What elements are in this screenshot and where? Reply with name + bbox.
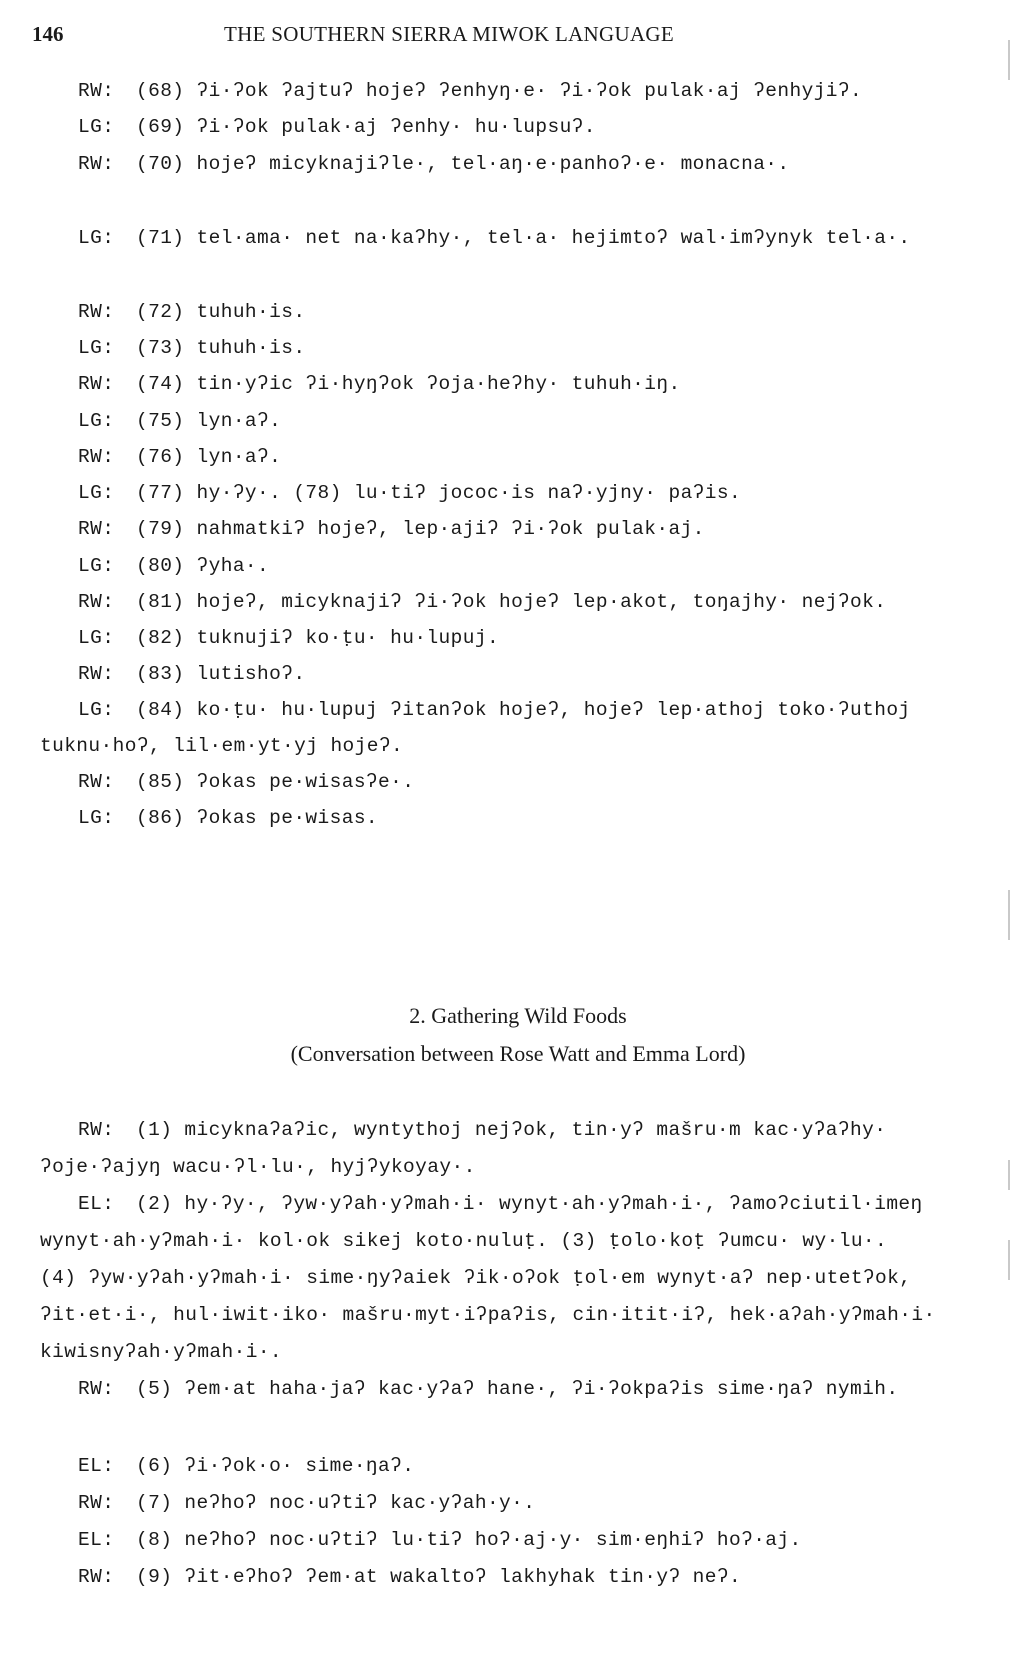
utterance-text: (79) nahmatkiʔ hojeʔ, lep·ajiʔ ʔi·ʔok pulak·aj. bbox=[136, 518, 705, 540]
utterance-line bbox=[78, 1119, 886, 1141]
utterance-line bbox=[78, 771, 414, 793]
speaker-label: LG: bbox=[78, 227, 115, 249]
utterance-line bbox=[78, 1378, 898, 1400]
utterance-text: (69) ʔi·ʔok pulak·aj ʔenhy· hu·lupsuʔ. bbox=[136, 116, 596, 138]
utterance-text: (5) ʔem·at haha·jaʔ kac·yʔaʔ hane·, ʔi·ʔokpaʔis sime·ŋaʔ nymih. bbox=[136, 1378, 899, 1400]
speaker-label: LG: bbox=[78, 807, 115, 829]
utterance-line bbox=[78, 663, 305, 685]
speaker-label: LG: bbox=[78, 410, 115, 432]
utterance-line bbox=[78, 373, 681, 395]
speaker-label: RW: bbox=[78, 1119, 115, 1141]
utterance-text: (73) tuhuh·is. bbox=[136, 337, 306, 359]
utterance-line bbox=[78, 80, 862, 102]
utterance-line bbox=[78, 627, 499, 649]
utterance-text: (83) lutishoʔ. bbox=[136, 663, 306, 685]
utterance-text: (77) hy·ʔy·. (78) lu·tiʔ jococ·is naʔ·yjny· paʔis. bbox=[136, 482, 742, 504]
utterance-text: (81) hojeʔ, micyknajiʔ ʔi·ʔok hojeʔ lep·akot, toŋajhy· nejʔok. bbox=[136, 591, 887, 613]
utterance-line bbox=[78, 1455, 414, 1477]
speaker-label: RW: bbox=[78, 153, 115, 175]
utterance-line bbox=[78, 1492, 535, 1514]
speaker-label: RW: bbox=[78, 771, 115, 793]
utterance-continuation bbox=[40, 1341, 282, 1363]
utterance-continuation bbox=[40, 1230, 887, 1252]
utterance-text: (72) tuhuh·is. bbox=[136, 301, 306, 323]
utterance-line bbox=[78, 410, 281, 432]
speaker-label: RW: bbox=[78, 663, 115, 685]
speaker-label: RW: bbox=[78, 446, 115, 468]
utterance-text: (8) neʔhoʔ noc·uʔtiʔ lu·tiʔ hoʔ·aj·y· sim·eŋhiʔ hoʔ·aj. bbox=[136, 1529, 802, 1551]
utterance-continuation bbox=[40, 735, 403, 757]
utterance-text: (1) micyknaʔaʔic, wyntythoj nejʔok, tin·yʔ mašru·m kac·yʔaʔhy· bbox=[136, 1119, 887, 1141]
speaker-label: LG: bbox=[78, 555, 115, 577]
section-subtitle: (Conversation between Rose Watt and Emma Lord) bbox=[290, 1041, 746, 1066]
speaker-label: RW: bbox=[78, 1492, 115, 1514]
utterance-line bbox=[78, 591, 886, 613]
speaker-label: LG: bbox=[78, 116, 115, 138]
utterance-line bbox=[78, 301, 305, 323]
utterance-line bbox=[78, 153, 790, 175]
utterance-continuation bbox=[40, 1304, 936, 1326]
speaker-label: EL: bbox=[78, 1455, 115, 1477]
utterance-text: (68) ʔi·ʔok ʔajtuʔ hojeʔ ʔenhyŋ·e· ʔi·ʔok pulak·aj ʔenhyjiʔ. bbox=[136, 80, 863, 102]
utterance-line bbox=[78, 555, 269, 577]
utterance-text: (86) ʔokas pe·wisas. bbox=[136, 807, 379, 829]
utterance-continuation bbox=[40, 1267, 911, 1289]
speaker-label: RW: bbox=[78, 373, 115, 395]
speaker-label: LG: bbox=[78, 699, 115, 721]
speaker-label: LG: bbox=[78, 337, 115, 359]
page-header bbox=[32, 22, 996, 52]
speaker-label: EL: bbox=[78, 1193, 115, 1215]
utterance-text: (84) ko·ṭu· hu·lupuj ʔitanʔok hojeʔ, hojeʔ lep·athoj toko·ʔuthoj bbox=[136, 699, 911, 721]
speaker-label: RW: bbox=[78, 1378, 115, 1400]
utterance-text: (71) tel·ama· net na·kaʔhy·, tel·a· hejimtoʔ wal·imʔynyk tel·a·. bbox=[136, 227, 911, 249]
section-title: 2. Gathering Wild Foods bbox=[409, 1003, 627, 1028]
utterance-text: (85) ʔokas pe·wisasʔe·. bbox=[136, 771, 415, 793]
utterance-line bbox=[78, 1566, 741, 1588]
utterance-text: wynyt·ah·yʔmah·i· kol·ok sikej koto·nuluṭ. (3) ṭolo·koṭ ʔumcu· wy·lu·. bbox=[40, 1230, 888, 1252]
speaker-label: LG: bbox=[78, 482, 115, 504]
utterance-text: (9) ʔit·eʔhoʔ ʔem·at wakaltoʔ lakhyhak tin·yʔ neʔ. bbox=[136, 1566, 742, 1588]
utterance-line bbox=[78, 337, 305, 359]
running-title: THE SOUTHERN SIERRA MIWOK LANGUAGE bbox=[224, 22, 675, 46]
scan-edge-mark bbox=[1008, 890, 1010, 940]
utterance-text: tuknu·hoʔ, lil·em·yt·yj hojeʔ. bbox=[40, 735, 404, 757]
utterance-line bbox=[78, 699, 911, 721]
utterance-line bbox=[78, 1529, 802, 1551]
utterance-continuation bbox=[40, 1156, 476, 1178]
utterance-text: (80) ʔyha·. bbox=[136, 555, 270, 577]
utterance-text: kiwisnyʔah·yʔmah·i·. bbox=[40, 1341, 283, 1363]
utterance-text: (74) tin·yʔic ʔi·hyŋʔok ʔoja·heʔhy· tuhuh·iŋ. bbox=[136, 373, 681, 395]
utterance-text: (2) hy·ʔy·, ʔyw·yʔah·yʔmah·i· wynyt·ah·yʔmah·i·, ʔamoʔciutil·imeŋ bbox=[136, 1193, 923, 1215]
utterance-text: ʔoje·ʔajyŋ wacu·ʔl·lu·, hyjʔykoyay·. bbox=[40, 1156, 476, 1178]
utterance-text: ʔit·et·i·, hul·iwit·iko· mašru·myt·iʔpaʔis, cin·itit·iʔ, hek·aʔah·yʔmah·i· bbox=[40, 1304, 936, 1326]
scan-edge-mark bbox=[1008, 1160, 1010, 1190]
speaker-label: RW: bbox=[78, 80, 115, 102]
utterance-text: (82) tuknujiʔ ko·ṭu· hu·lupuj. bbox=[136, 627, 500, 649]
speaker-label: RW: bbox=[78, 518, 115, 540]
utterance-line bbox=[78, 1193, 923, 1215]
utterance-line bbox=[78, 227, 911, 249]
scan-edge-mark bbox=[1008, 1240, 1010, 1280]
utterance-text: (6) ʔi·ʔok·o· sime·ŋaʔ. bbox=[136, 1455, 415, 1477]
utterance-line bbox=[78, 446, 281, 468]
speaker-label: LG: bbox=[78, 627, 115, 649]
utterance-text: (70) hojeʔ micyknajiʔle·, tel·aŋ·e·panhoʔ·e· monacna·. bbox=[136, 153, 790, 175]
speaker-label: RW: bbox=[78, 1566, 115, 1588]
page-number: 146 bbox=[32, 22, 64, 46]
utterance-text: (76) lyn·aʔ. bbox=[136, 446, 282, 468]
speaker-label: RW: bbox=[78, 301, 115, 323]
utterance-text: (7) neʔhoʔ noc·uʔtiʔ kac·yʔah·y·. bbox=[136, 1492, 536, 1514]
scan-edge-mark bbox=[1008, 40, 1010, 80]
utterance-line bbox=[78, 116, 596, 138]
utterance-line bbox=[78, 518, 705, 540]
speaker-label: EL: bbox=[78, 1529, 115, 1551]
utterance-line bbox=[78, 482, 741, 504]
utterance-text: (4) ʔyw·yʔah·yʔmah·i· sime·ŋyʔaiek ʔik·oʔok ṭol·em wynyt·aʔ nep·utetʔok, bbox=[40, 1267, 912, 1289]
utterance-text: (75) lyn·aʔ. bbox=[136, 410, 282, 432]
utterance-line bbox=[78, 807, 378, 829]
speaker-label: RW: bbox=[78, 591, 115, 613]
